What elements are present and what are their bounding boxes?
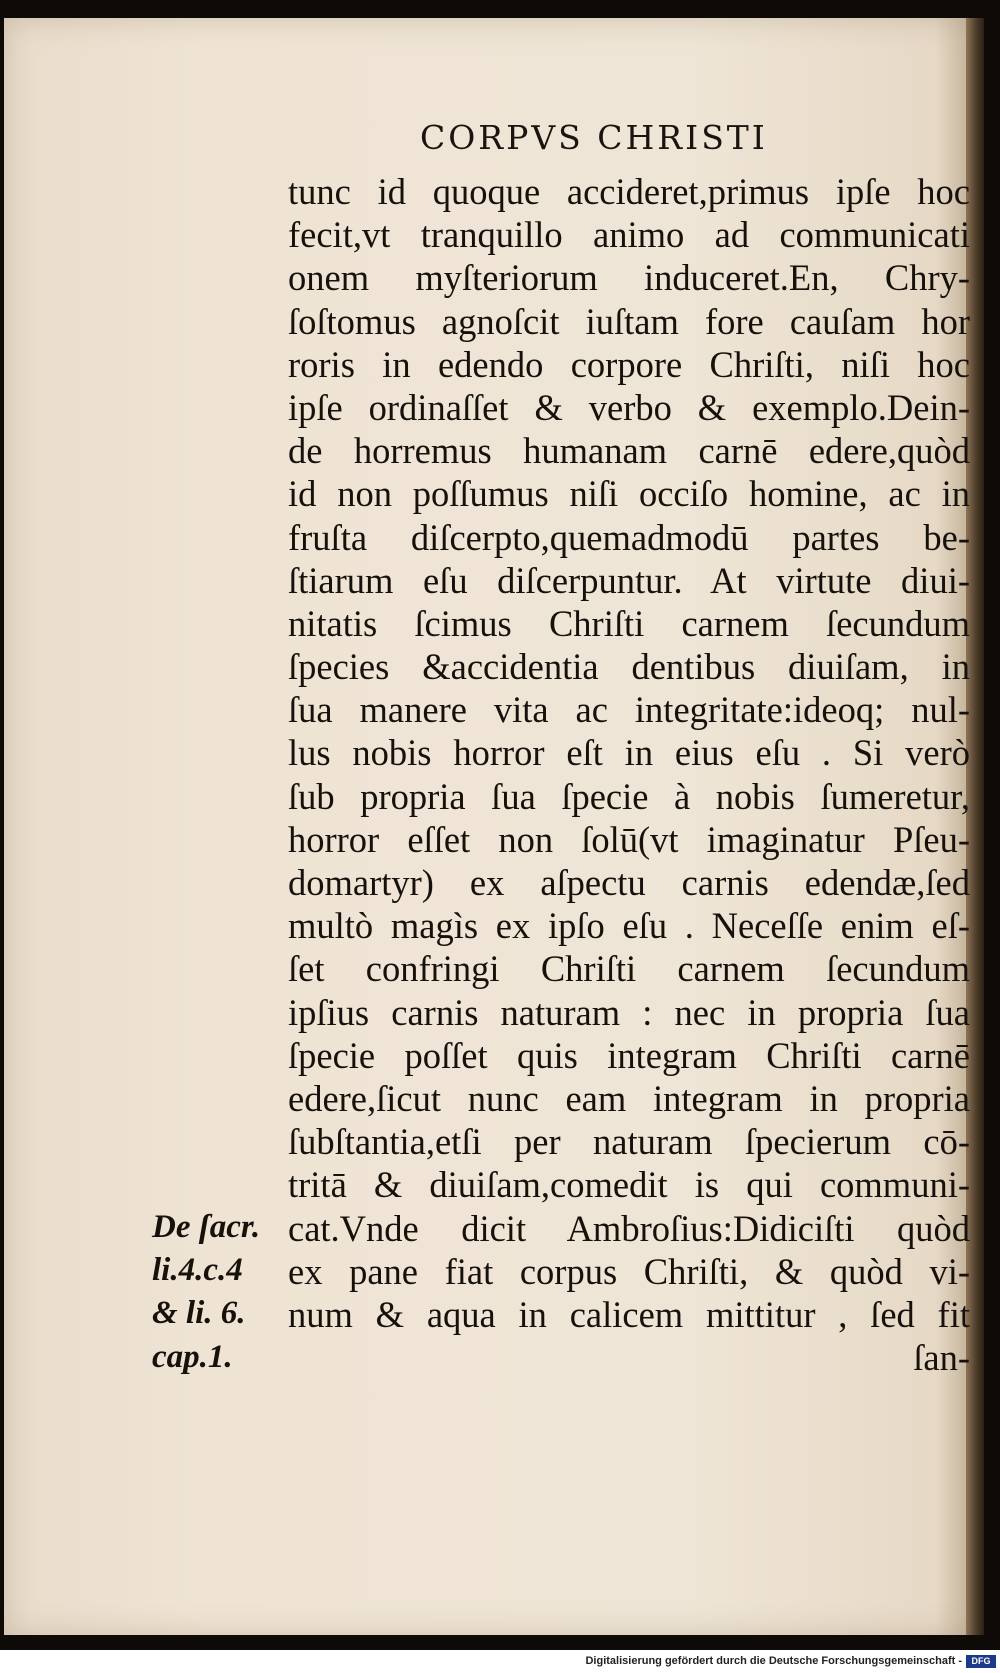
- text-line: domartyr) ex aſpectu carnis edendæ,ſed: [288, 862, 970, 903]
- dfg-logo-icon: DFG: [966, 1655, 996, 1668]
- text-line: ipſe ordinaſſet & verbo & exemplo.Dein-: [288, 386, 970, 428]
- margin-note: De ſacr.: [152, 1209, 261, 1245]
- funding-credit: Digitalisierung gefördert durch die Deutsche Forschungsgemeinschaft -: [585, 1655, 962, 1667]
- text-line: ex pane fiat corpus Chriſti, & quòd vi-: [288, 1250, 970, 1292]
- text-line: fecit,vt tranquillo animo ad communicati: [288, 214, 970, 256]
- text-line: ipſius carnis naturam : nec in propria ſua: [288, 991, 970, 1033]
- text-line: de horremus humanam carnē edere,quòd: [288, 430, 970, 472]
- text-line: ſubſtantia,etſi per naturam ſpecierum cō-: [288, 1121, 970, 1163]
- running-header: CORPVS CHRISTI: [420, 118, 768, 157]
- text-line: edere,ſicut nunc eam integram in propria: [288, 1077, 970, 1119]
- margin-note: li.4.c.4: [152, 1252, 243, 1288]
- text-line: tritā & diuiſam,comedit is qui communi-: [288, 1164, 970, 1206]
- text-line: onem myſteriorum induceret.En, Chry-: [288, 257, 970, 299]
- text-line: roris in edendo corpore Chriſti, niſi hoc: [288, 343, 970, 385]
- catchword: ſan-: [913, 1337, 970, 1379]
- digitization-footer: [0, 1652, 1000, 1673]
- text-line: ſet confringi Chriſti carnem ſecundum: [288, 948, 970, 990]
- text-line: nitatis ſcimus Chriſti carnem ſecundum: [288, 602, 970, 644]
- text-line: tunc id quoque accideret,primus ipſe hoc: [288, 171, 970, 212]
- text-line: multò magìs ex ipſo eſu . Neceſſe enim eſ-: [288, 905, 970, 947]
- text-line: ſtiarum eſu diſcerpuntur. At virtute diui-: [288, 559, 970, 601]
- text-line: ſpecies &accidentia dentibus diuiſam, in: [288, 646, 970, 688]
- margin-note: cap.1.: [152, 1339, 233, 1375]
- text-line: id non poſſumus niſi occiſo homine, ac in: [288, 473, 970, 515]
- text-line: horror eſſet non ſolū(vt imaginatur Pſeu-: [288, 818, 970, 860]
- text-line: ſpecie poſſet quis integram Chriſti carnē: [288, 1034, 970, 1076]
- body-text: [288, 170, 970, 1379]
- text-line: ſua manere vita ac integritate:ideoq; nul-: [288, 689, 970, 731]
- text-line: cat.Vnde dicit Ambroſius:Didiciſti quòd: [288, 1207, 970, 1249]
- text-line: ſoſtomus agnoſcit iuſtam fore cauſam hor: [288, 300, 970, 342]
- text-line: lus nobis horror eſt in eius eſu . Si verò: [288, 732, 970, 774]
- text-line: fruſta diſcerpto,quemadmodū partes be-: [288, 516, 970, 558]
- margin-note: & li. 6.: [152, 1295, 246, 1331]
- text-line: ſub propria ſua ſpecie à nobis ſumeretur,: [288, 775, 970, 817]
- text-line: num & aqua in calicem mittitur , ſed fit: [288, 1293, 970, 1335]
